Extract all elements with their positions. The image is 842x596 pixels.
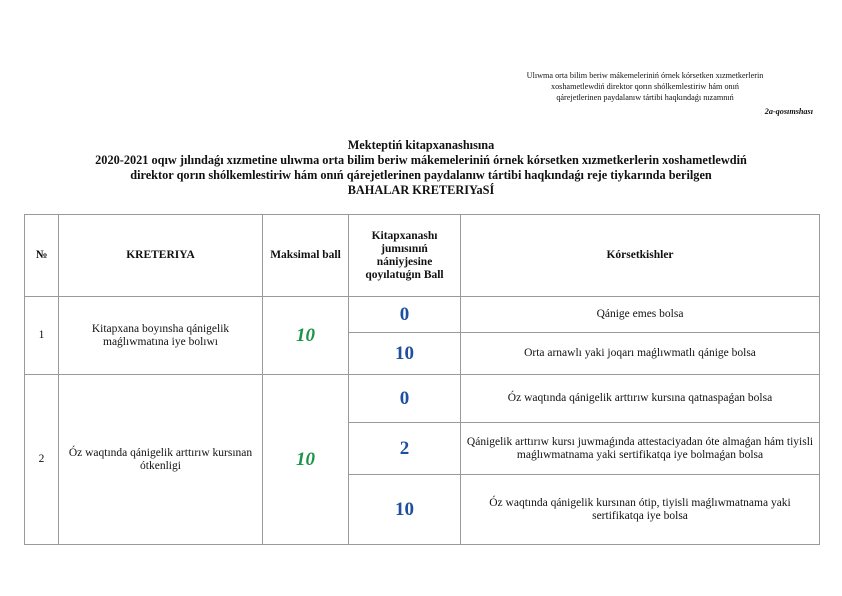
title-line-2: 2020-2021 oqıw jılındaǵı xızmetine ulıwma orta bilim beriw mákemeleriniń órnek kórsetken xızmetkerlerin xoshametlewdiń	[95, 153, 747, 167]
header-max-ball: Maksimal ball	[263, 215, 349, 297]
table-header-row	[25, 215, 820, 297]
criteria-table	[24, 214, 820, 545]
option-score: 0	[349, 297, 461, 333]
option-text: Óz waqtında qánigelik kursınan ótip, tiyisli maǵlıwmatnama yaki sertifikatqa iye bolsa	[461, 475, 820, 545]
row-num: 1	[25, 297, 59, 375]
option-score: 2	[349, 423, 461, 475]
title-line-1: Mekteptiń kitapxanashısına	[347, 138, 495, 152]
document-title	[25, 138, 817, 198]
row-max-ball: 10	[263, 297, 349, 375]
row-num: 2	[25, 375, 59, 545]
table-row	[25, 375, 820, 423]
title-line-3: direktor qorın shólkemlestiriw hám onıń qárejetlerinen paydalanıw tártibi haqkındaǵı reje tiykarında berilgen	[130, 168, 712, 182]
header-note-line-3: qárejetlerinen paydalanıw tártibi haqkındaǵı nızamnıń	[556, 93, 734, 102]
row-criterion: Óz waqtında qánigelik arttırıw kursınan ótkenligi	[59, 375, 263, 545]
option-text: Óz waqtında qánigelik arttırıw kursına qatnaspaǵan bolsa	[461, 375, 820, 423]
annex-label: 2a-qosımshası	[764, 107, 813, 116]
header-note-line-2: xoshametlewdiń direktor qorın shólkemlestiriw hám onıń	[550, 82, 740, 91]
table-row	[25, 297, 820, 333]
row-max-ball: 10	[263, 375, 349, 545]
option-text: Qánige emes bolsa	[461, 297, 820, 333]
header-indicators: Kórsetkishler	[461, 215, 820, 297]
header-score: Kitapxanashı jumısınıń nániyjesine qoyılatuǵın Ball	[349, 215, 461, 297]
title-line-4: BAHALAR KRETERIYaSÍ	[347, 183, 495, 197]
header-note	[455, 70, 835, 103]
header-note-line-1: Ulıwma orta bilim beriw mákemeleriniń órnek kórsetken xızmetkerlerin	[526, 71, 764, 80]
option-score: 10	[349, 333, 461, 375]
header-criterion: KRETERIYA	[59, 215, 263, 297]
option-text: Orta arnawlı yaki joqarı maǵlıwmatlı qánige bolsa	[461, 333, 820, 375]
option-text: Qánigelik arttırıw kursı juwmaǵında attestaciyadan óte almaǵan hám tiyisli maǵlıwmatnama yaki sertifikatqa iye bolmaǵan bolsa	[461, 423, 820, 475]
option-score: 0	[349, 375, 461, 423]
header-num: №	[25, 215, 59, 297]
option-score: 10	[349, 475, 461, 545]
row-criterion: Kitapxana boyınsha qánigelik maǵlıwmatına iye bolıwı	[59, 297, 263, 375]
